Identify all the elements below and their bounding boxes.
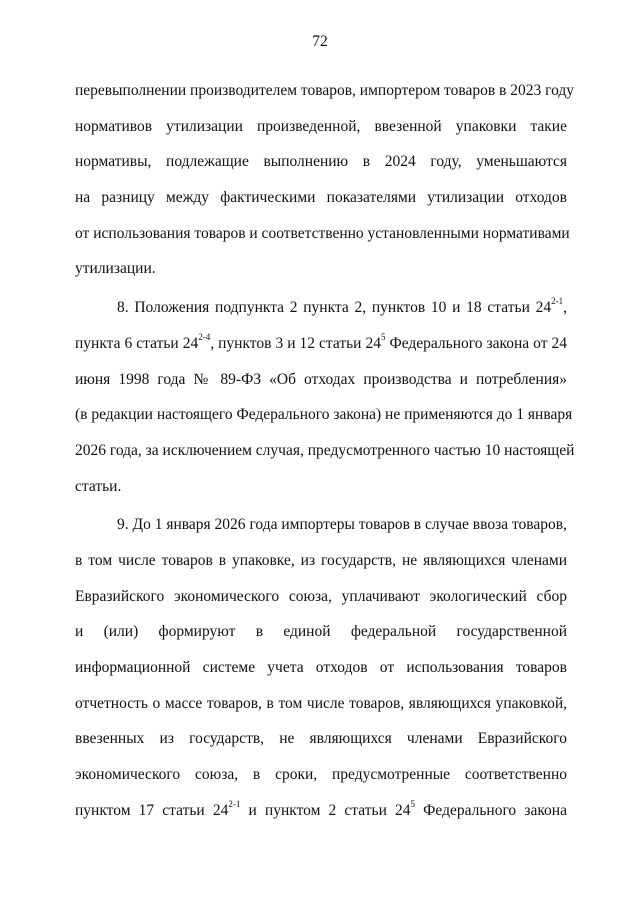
paragraph-9-line: отчетность о массе товаров, в том числе товаров, являющихся упаковкой, (75, 694, 567, 712)
superscript: 2-1 (228, 798, 241, 809)
superscript: 2-1 (551, 295, 564, 306)
paragraph-9-line: информационной системе учета отходов от использования товаров (75, 659, 567, 676)
text-line: нормативы, подлежащие выполнению в 2024 году, уменьшаются (75, 153, 567, 171)
text-run: пунктом 17 статьи 24 (75, 801, 229, 819)
paragraph-8-line: 2026 года, за исключением случая, предусмотренного частью 10 настоящей (75, 441, 575, 459)
paragraph-8-line (75, 290, 567, 326)
text-line: перевыполнении производителем товаров, импортером товаров в 2023 году (75, 82, 575, 99)
paragraph-8-line: статьи. (75, 477, 122, 495)
paragraph-9-line: ввезенных из государств, не являющихся членами Евразийского (75, 730, 567, 748)
superscript: 2-4 (198, 331, 211, 342)
page-number: 72 (312, 33, 328, 50)
paragraph-8-line: июня 1998 года № 89-ФЗ «Об отходах производства и потребления» (75, 370, 567, 388)
text-line: на разницу между фактическими показателями утилизации отходов (75, 189, 567, 207)
document-body (75, 73, 575, 828)
superscript: 5 (380, 331, 386, 342)
superscript: 5 (410, 798, 416, 809)
text-line: утилизации. (75, 260, 156, 278)
text-run: и пунктом 2 статьи 24 (240, 801, 411, 819)
paragraph-9-line (75, 793, 567, 829)
text-line: от использования товаров и соответственно установленными нормативами (75, 224, 570, 242)
text-run: Федерального закона (415, 801, 567, 819)
text-run: 8. Положения подпункта 2 пункта 2, пунктов 10 и 18 статьи 24 (117, 299, 552, 317)
text-run: , (563, 299, 567, 317)
text-run: пункта 6 статьи 24 (75, 334, 199, 352)
paragraph-9-line: и (или) формируют в единой федеральной государственной (75, 623, 567, 641)
paragraph-9-line: Евразийского экономического союза, уплачивают экологический сбор (75, 587, 567, 605)
paragraph-8-line (75, 326, 567, 362)
text-run: , пунктов 3 и 12 статьи 24 (210, 334, 381, 352)
paragraph-9-line: в том числе товаров в упаковке, из государств, не являющихся членами (75, 551, 567, 569)
text-line: нормативов утилизации произведенной, ввезенной упаковки такие (75, 117, 567, 135)
paragraph-9-line: экономического союза, в сроки, предусмотренные соответственно (75, 766, 567, 784)
text-run: Федерального закона от 24 (385, 334, 568, 352)
paragraph-9-line: 9. До 1 января 2026 года импортеры товаров в случае ввоза товаров, (117, 516, 567, 534)
paragraph-8-line: (в редакции настоящего Федерального закона) не применяются до 1 января (75, 406, 573, 424)
